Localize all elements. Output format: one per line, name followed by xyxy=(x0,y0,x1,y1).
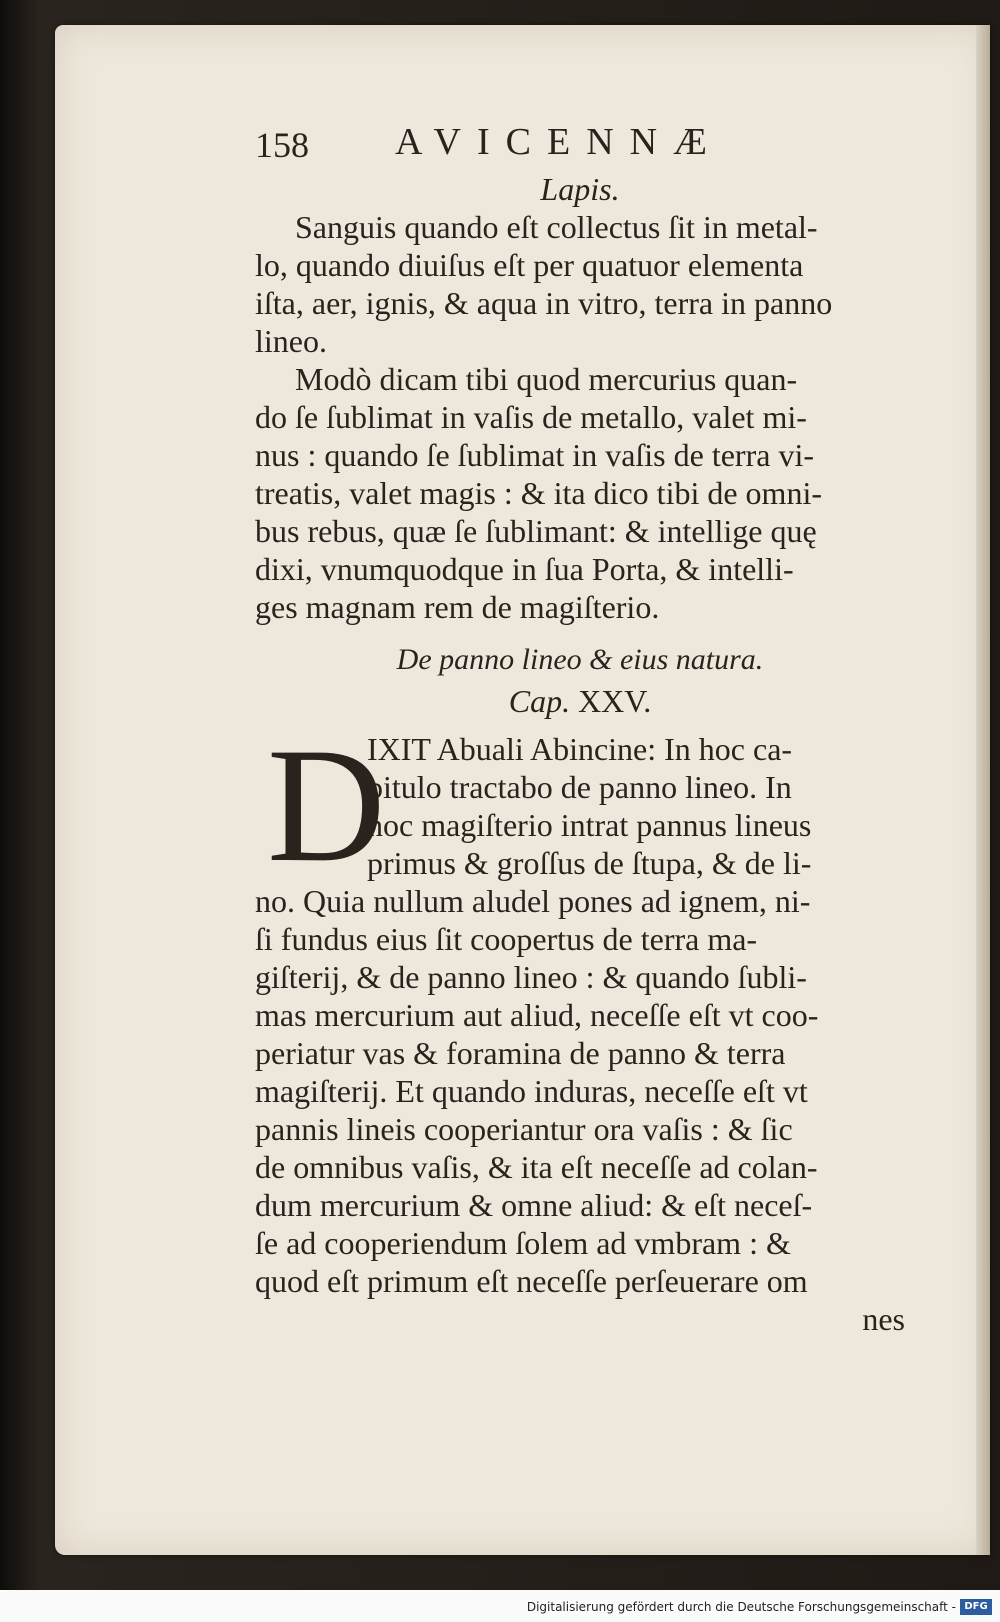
chapter-label: Cap. xyxy=(508,683,571,719)
paragraph-3 xyxy=(255,715,905,1338)
text-line: lo, quando diuiſus eſt per quatuor elementa xyxy=(255,247,804,283)
text-line: bus rebus, quæ ſe ſublimant: & intellige quę xyxy=(255,513,817,549)
text-line: Sanguis quando eſt collectus ſit in metal- xyxy=(295,209,818,245)
text-line: primus & groſſus de ſtupa, & de li- xyxy=(367,845,812,881)
text-line: no. Quia nullum aludel pones ad ignem, ni- xyxy=(255,883,811,919)
text-line: dixi, vnumquodque in ſua Porta, & intelli- xyxy=(255,551,794,587)
text-line: mas mercurium aut aliud, neceſſe eſt vt coo- xyxy=(255,997,819,1033)
running-head: AVICENNÆ xyxy=(395,121,723,163)
paragraph-2 xyxy=(255,360,905,626)
text-line: pitulo tractabo de panno lineo. In xyxy=(367,769,792,805)
text-line: magiſterij. Et quando induras, neceſſe eſt vt xyxy=(255,1073,808,1109)
page-number: 158 xyxy=(255,125,309,165)
text-line: giſterij, & de panno lineo : & quando ſubli- xyxy=(255,959,807,995)
text-line: iſta, aer, ignis, & aqua in vitro, terra in panno xyxy=(255,285,833,321)
chapter-numeral: XXV. xyxy=(578,683,652,719)
funding-notice: Digitalisierung gefördert durch die Deutsche Forschungsgemeinschaft - xyxy=(526,1600,956,1614)
text-line: quod eſt primum eſt neceſſe perſeuerare om xyxy=(255,1263,808,1299)
text-line: ges magnam rem de magiſterio. xyxy=(255,589,660,625)
dfg-logo: DFG xyxy=(960,1599,992,1615)
text-line: Modò dicam tibi quod mercurius quan- xyxy=(295,361,798,397)
text-line: de omnibus vaſis, & ita eſt neceſſe ad colan- xyxy=(255,1149,818,1185)
paragraph-1 xyxy=(255,208,905,360)
chapter-title: De panno lineo & eius natura. xyxy=(396,643,764,676)
text-line: treatis, valet magis : & ita dico tibi de omni- xyxy=(255,475,822,511)
page-text-block xyxy=(255,118,905,1338)
page-header xyxy=(255,118,905,170)
text-line: ſi fundus eius ſit coopertus de terra ma- xyxy=(255,921,758,957)
text-line: do ſe ſublimat in vaſis de metallo, valet mi- xyxy=(255,399,807,435)
drop-cap: D xyxy=(267,715,386,896)
text-line: periatur vas & foramina de panno & terra xyxy=(255,1035,786,1071)
text-line: dum mercurium & omne aliud: & eſt neceſ- xyxy=(255,1187,813,1223)
text-line: pannis lineis cooperiantur ora vaſis : & ſic xyxy=(255,1111,793,1147)
text-line: ſe ad cooperiendum ſolem ad vmbram : & xyxy=(255,1225,791,1261)
catchword: nes xyxy=(862,1301,905,1337)
text-line: lineo. xyxy=(255,323,327,359)
section-title: Lapis. xyxy=(540,171,620,207)
text-line: hoc magiſterio intrat pannus lineus xyxy=(367,807,812,843)
text-line: IXIT Abuali Abincine: In hoc ca- xyxy=(367,731,793,767)
page-edge xyxy=(976,25,990,1555)
text-line: nus : quando ſe ſublimat in vaſis de terra vi- xyxy=(255,437,814,473)
footer-bar xyxy=(0,1590,1000,1622)
